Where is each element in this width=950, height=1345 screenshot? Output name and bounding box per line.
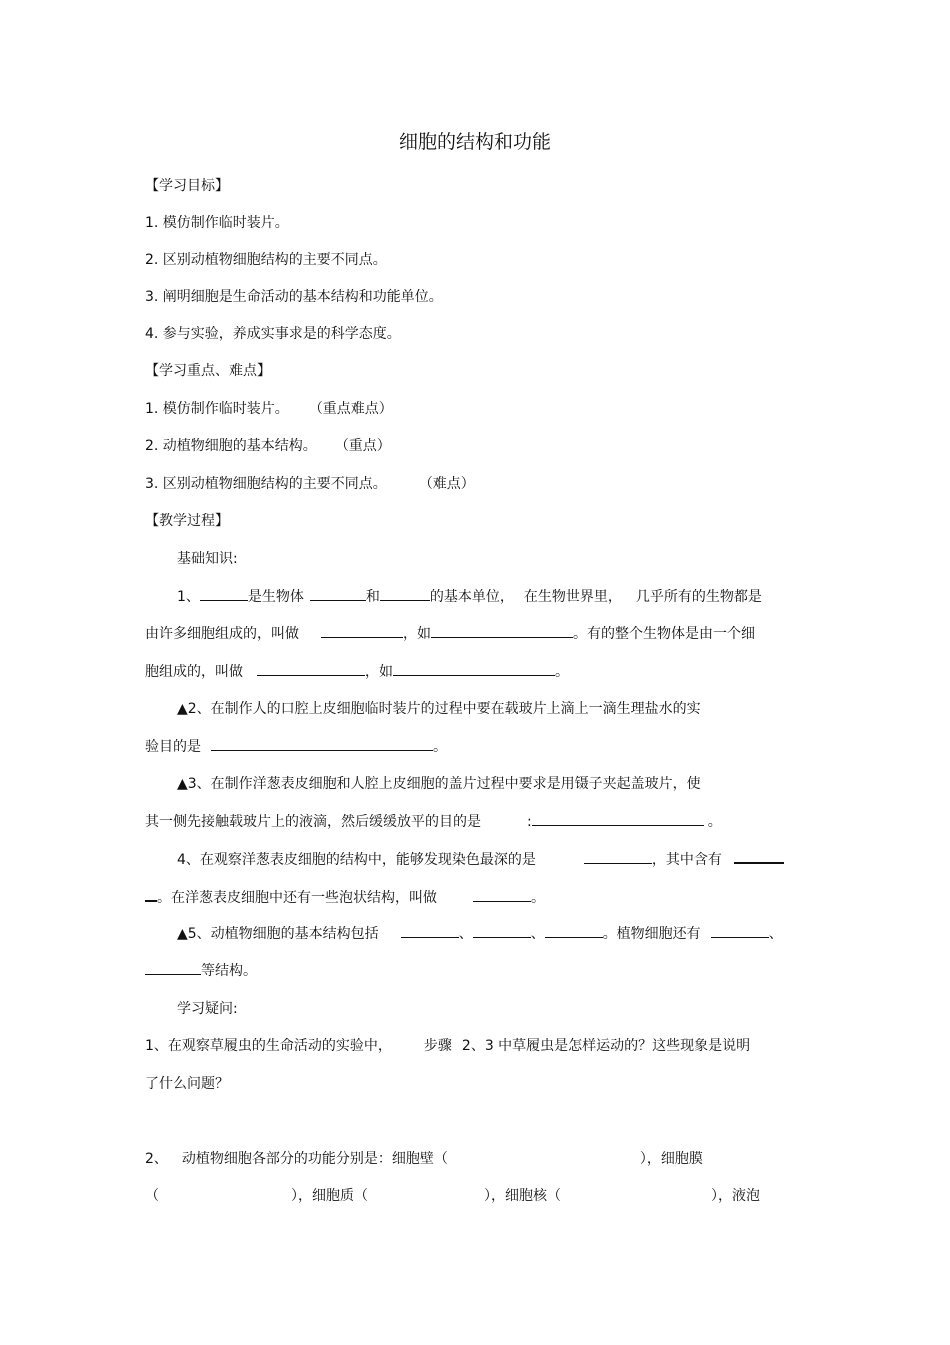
key-point-text: 2. 动植物细胞的基本结构。 — [145, 438, 317, 454]
question-text: （ — [145, 1188, 159, 1204]
question-text: 。 — [555, 664, 569, 680]
question-text: ），细胞核（ — [484, 1188, 561, 1204]
answer-blank[interactable] — [584, 851, 652, 864]
question-text: ），细胞质（ — [291, 1188, 368, 1204]
page-title: 细胞的结构和功能 — [398, 131, 551, 153]
key-point-tag: （重点） — [334, 438, 391, 454]
question-text: 步骤 — [423, 1038, 452, 1054]
answer-blank[interactable] — [734, 850, 784, 864]
key-points-heading: 【学习重点、难点】 — [145, 363, 271, 379]
question-1-line-3 — [145, 663, 569, 681]
question-text: 、 — [768, 926, 783, 942]
answer-blank[interactable] — [145, 962, 201, 975]
basic-knowledge-heading: 基础知识: — [177, 551, 238, 567]
question-text: ▲5、动植物细胞的基本结构包括 — [177, 926, 379, 942]
objective-item: 4. 参与实验，养成实事求是的科学态度。 — [145, 326, 401, 342]
answer-blank[interactable] — [257, 663, 365, 676]
answer-blank[interactable] — [393, 663, 555, 676]
answer-blank[interactable] — [145, 888, 157, 902]
question-text: 动植物细胞各部分的功能分别是：细胞壁（ — [181, 1151, 448, 1167]
question-5-line-2 — [145, 962, 257, 980]
key-point-text: 1. 模仿制作临时装片。 — [145, 401, 289, 417]
answer-blank[interactable] — [431, 625, 573, 638]
doubt-2-line-1 — [145, 1150, 703, 1168]
question-text: 。在洋葱表皮细胞中还有一些泡状结构，叫做 — [157, 890, 437, 906]
question-text: 、 — [458, 926, 473, 942]
questions-heading: 学习疑问: — [177, 1001, 238, 1017]
question-text: 。 — [707, 814, 722, 830]
doubt-1-line-1 — [145, 1037, 750, 1055]
question-text: ），细胞膜 — [639, 1151, 703, 1167]
answer-blank[interactable] — [711, 925, 769, 938]
question-text: : — [527, 814, 532, 830]
question-text: ），液泡 — [711, 1188, 760, 1204]
key-point-item — [145, 475, 475, 493]
question-text: 的基本单位， — [429, 589, 514, 605]
question-4-line-1 — [177, 850, 784, 869]
objectives-heading: 【学习目标】 — [145, 178, 229, 194]
objective-item: 1. 模仿制作临时装片。 — [145, 215, 289, 231]
answer-blank[interactable] — [200, 588, 248, 601]
question-2-line-1: ▲2、在制作人的口腔上皮细胞临时装片的过程中要在载玻片上滴上一滴生理盐水的实 — [177, 701, 701, 717]
question-text: 由许多细胞组成的，叫做 — [145, 626, 299, 642]
question-text: 4、在观察洋葱表皮细胞的结构中，能够发现染色最深的是 — [177, 852, 536, 868]
answer-blank[interactable] — [380, 588, 430, 601]
doubt-2-line-2 — [145, 1187, 760, 1205]
question-text: 等结构。 — [201, 963, 257, 979]
key-point-text: 3. 区别动植物细胞结构的主要不同点。 — [145, 476, 387, 492]
question-1-line-2 — [145, 625, 755, 643]
question-1-line-1 — [177, 588, 762, 606]
answer-blank[interactable] — [211, 738, 433, 751]
answer-blank[interactable] — [532, 813, 704, 826]
question-number: 1、 — [177, 589, 200, 605]
question-4-line-2 — [145, 888, 545, 907]
question-text: ，如 — [365, 664, 393, 680]
question-text: 胞组成的，叫做 — [145, 664, 243, 680]
question-text: 。 — [531, 890, 545, 906]
question-number: 2、 — [145, 1151, 168, 1167]
question-text: ，如 — [403, 626, 431, 642]
question-text: 2、3 中草履虫是怎样运动的？这些现象是说明 — [461, 1038, 751, 1054]
question-3-line-2 — [145, 813, 722, 831]
question-text: 。植物细胞还有 — [602, 926, 701, 942]
question-text: 、 — [530, 926, 545, 942]
question-text: 1、在观察草履虫的生命活动的实验中， — [145, 1038, 392, 1054]
question-text: 。 — [433, 739, 447, 755]
answer-blank[interactable] — [473, 889, 531, 902]
objective-item: 3. 阐明细胞是生命活动的基本结构和功能单位。 — [145, 289, 443, 305]
key-point-tag: （难点） — [418, 476, 475, 492]
answer-blank[interactable] — [310, 588, 366, 601]
answer-blank[interactable] — [545, 925, 603, 938]
question-3-line-1: ▲3、在制作洋葱表皮细胞和人腔上皮细胞的盖片过程中要求是用镊子夹起盖玻片，使 — [177, 776, 701, 792]
answer-blank[interactable] — [321, 625, 403, 638]
question-text: ，其中含有 — [651, 852, 722, 868]
question-5-line-1 — [177, 925, 783, 943]
question-text: 其一侧先接触载玻片上的液滴，然后缓缓放平的目的是 — [145, 814, 481, 830]
question-text: 。有的整个生物体是由一个细 — [573, 626, 755, 642]
question-text: 是生物体 — [247, 589, 304, 605]
question-2-line-2 — [145, 738, 447, 756]
doubt-1-line-2: 了什么问题？ — [145, 1076, 229, 1092]
process-heading: 【教学过程】 — [145, 513, 229, 529]
key-point-tag: （重点难点） — [308, 401, 393, 417]
answer-blank[interactable] — [473, 925, 531, 938]
question-text: 几乎所有的生物都是 — [635, 589, 762, 605]
objective-item: 2. 区别动植物细胞结构的主要不同点。 — [145, 252, 387, 268]
key-point-item — [145, 400, 393, 418]
key-point-item — [145, 437, 391, 455]
question-text: 在生物世界里， — [523, 589, 622, 605]
answer-blank[interactable] — [401, 925, 459, 938]
question-text: 和 — [365, 589, 380, 605]
question-text: 验目的是 — [145, 739, 201, 755]
